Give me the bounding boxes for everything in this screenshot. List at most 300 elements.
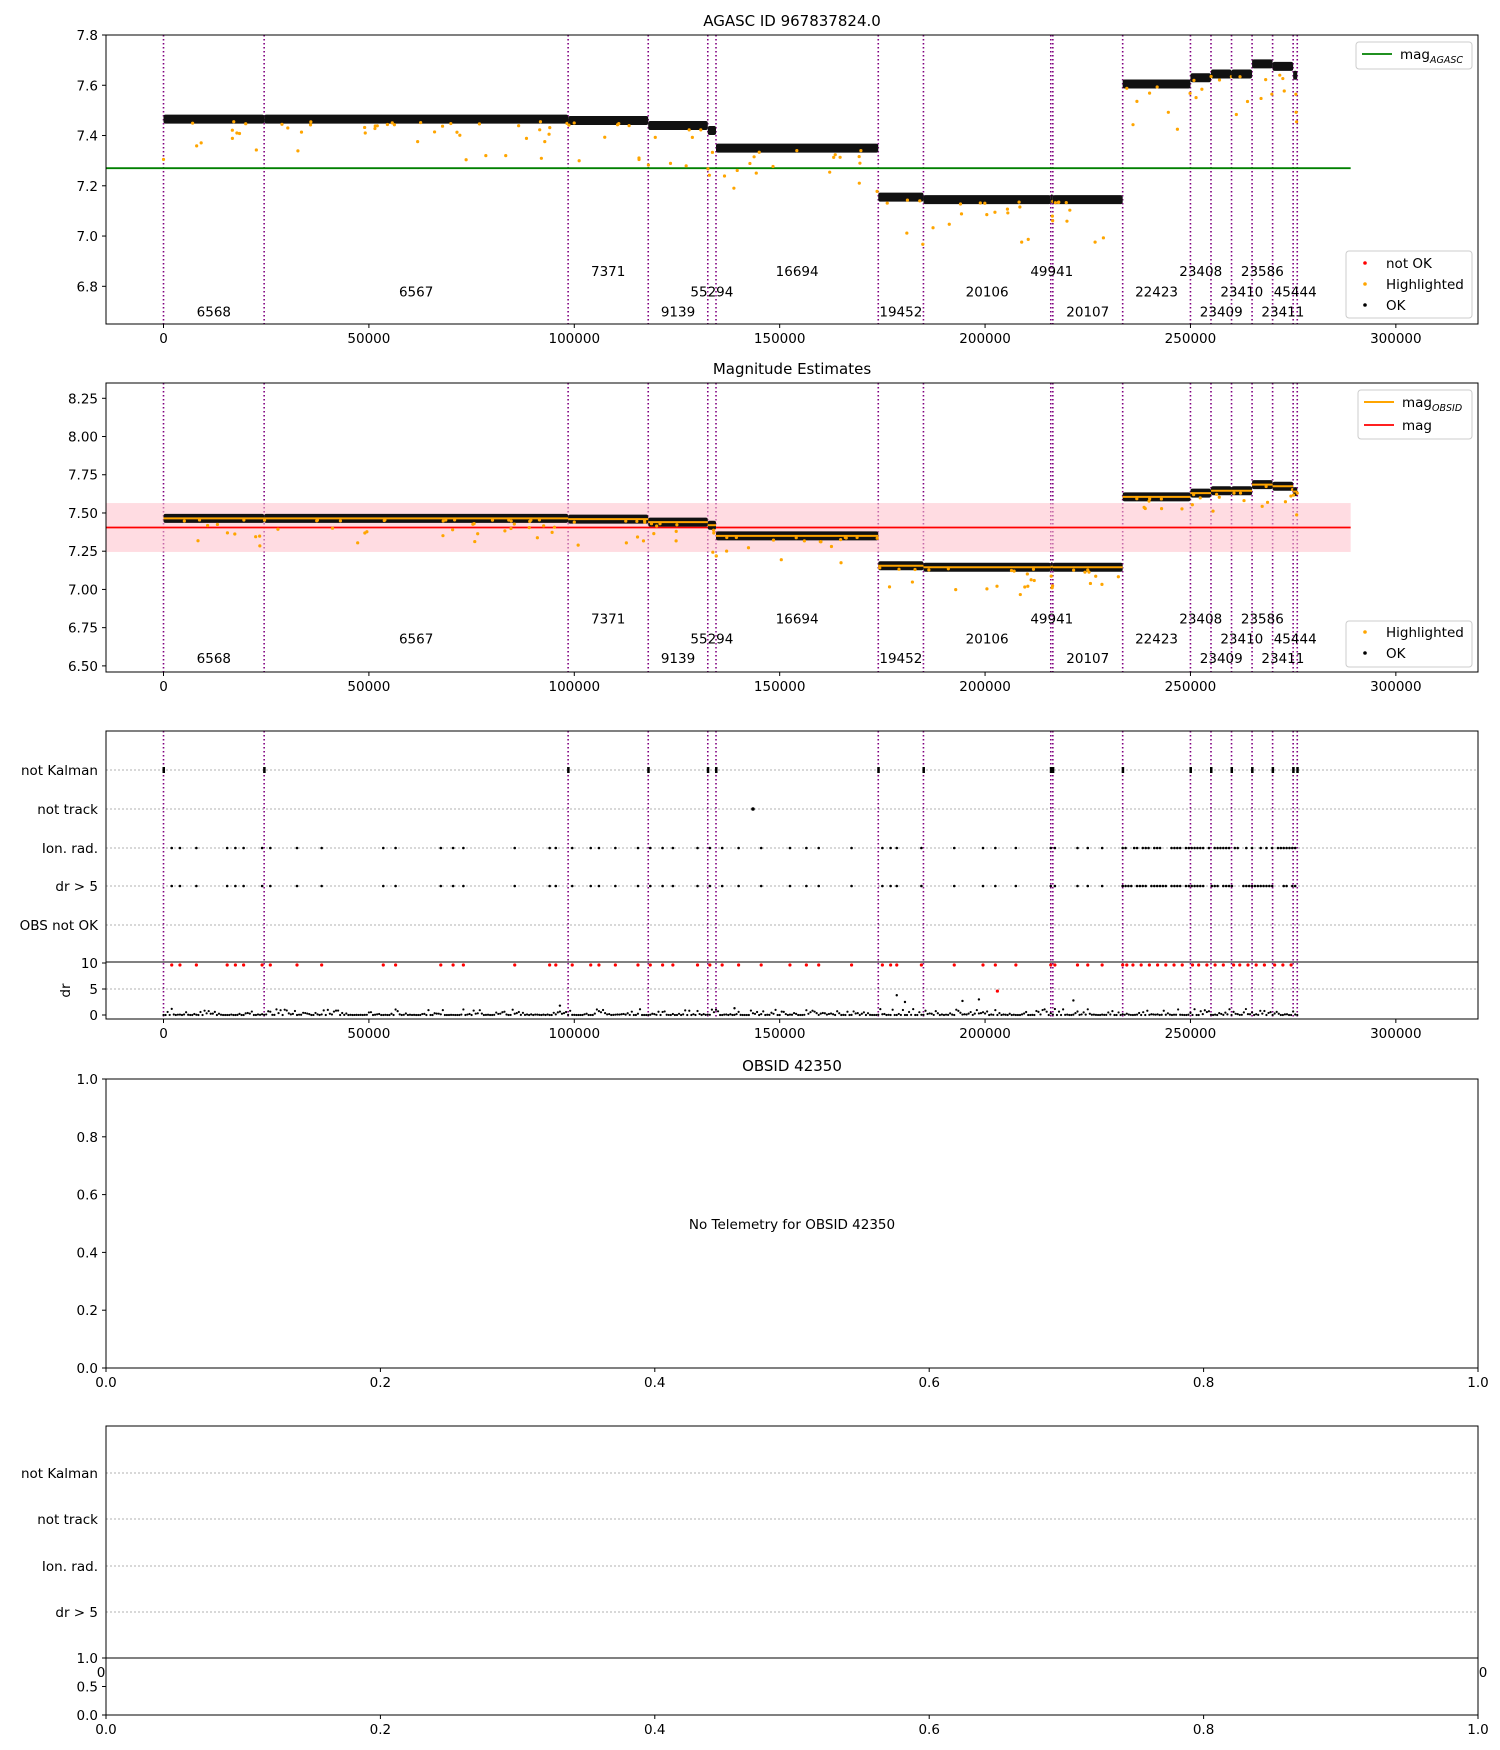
dr-ok-point [1224, 1011, 1226, 1013]
dr-not-ok-point [589, 963, 592, 966]
dr-gt-5-point [548, 885, 551, 888]
dr-not-ok-point [1125, 963, 1128, 966]
dr-ok-point [614, 1014, 616, 1016]
dr-ok-point [793, 1012, 795, 1014]
dr-ok-point [171, 1008, 173, 1010]
dr-ok-point [1243, 1011, 1245, 1013]
flag-category-label: not track [37, 802, 98, 818]
dr-ok-point [514, 1013, 516, 1015]
ion-rad-point [889, 847, 892, 850]
dr-ok-point [1169, 1014, 1171, 1016]
dr-ok-point [811, 1010, 813, 1012]
ion-rad-point [805, 847, 808, 850]
dr-y-tick-label: 0 [89, 1008, 98, 1024]
highlighted-point [1013, 569, 1016, 572]
dr-ok-point [1117, 1011, 1119, 1013]
dr-ok-point [643, 1014, 645, 1016]
dr-ok-point [889, 1014, 891, 1016]
highlighted-point [1086, 568, 1089, 571]
ion-rad-point [1124, 847, 1127, 850]
ion-rad-point [1265, 847, 1268, 850]
highlighted-point [258, 544, 261, 547]
dr-ok-point [1280, 1014, 1282, 1016]
highlighted-point [517, 124, 520, 127]
obsid-y-tick-label: 0.8 [76, 1129, 98, 1146]
dr-ok-point [240, 1014, 242, 1016]
ok-points-band [568, 116, 648, 125]
dr-ok-point [279, 1009, 281, 1011]
estimates-x-tick-label: 300000 [1370, 679, 1422, 695]
highlighted-point [1200, 88, 1203, 91]
highlighted-point [1094, 575, 1097, 578]
dr-not-ok-point [881, 963, 884, 966]
highlighted-point [553, 526, 556, 529]
dr-ok-point [323, 1009, 325, 1011]
highlighted-point [647, 163, 650, 166]
dr-gt-5-point [1216, 885, 1219, 888]
dr-ok-point [1023, 1012, 1025, 1014]
dr-ok-point [1193, 1008, 1195, 1010]
estimates-y-tick-label: 7.75 [67, 467, 98, 484]
dr-ok-point [672, 1013, 674, 1015]
dr-ok-point [534, 1013, 536, 1015]
dr-ok-point [312, 1014, 314, 1016]
ion-rad-point [760, 847, 763, 850]
dr-ok-point [505, 1013, 507, 1015]
dr-ok-point [464, 1014, 466, 1016]
not-track-point [751, 807, 755, 811]
dr-gt-5-point [1245, 885, 1248, 888]
dr-ok-point [516, 1012, 518, 1014]
ion-rad-point [1156, 847, 1159, 850]
not-kalman-point [1122, 767, 1125, 773]
dr-ok-point [353, 1014, 355, 1016]
dr-ok-point [676, 1014, 678, 1016]
dr-ok-point [327, 1009, 329, 1011]
ion-rad-point [1101, 847, 1104, 850]
dr-gt-5-point [1265, 885, 1268, 888]
highlighted-point [1188, 92, 1191, 95]
ion-rad-point [394, 847, 397, 850]
dr-ok-point [520, 1014, 522, 1016]
dr-ok-point [450, 1014, 452, 1016]
dr-ok-point [978, 1012, 980, 1014]
dr-ok-point [466, 1013, 468, 1015]
ion-rad-point [296, 847, 299, 850]
ion-rad-point [1225, 847, 1228, 850]
dr-ok-point [1183, 1014, 1185, 1016]
dr-gt-5-point [1294, 885, 1297, 888]
highlighted-point [543, 140, 546, 143]
dr-ok-point [179, 1013, 181, 1015]
dr-gt-5-point [1179, 885, 1182, 888]
dr-ok-point [957, 1010, 959, 1012]
dr-ok-point [1226, 1013, 1228, 1015]
dr-ok-point [754, 1013, 756, 1015]
ok-points-band [1053, 195, 1123, 204]
dr-gt-5-point [614, 885, 617, 888]
dr-ok-point [1025, 1011, 1027, 1013]
dr-ok-point [376, 1013, 378, 1015]
dr-gt-5-point [1228, 885, 1231, 888]
highlighted-point [625, 541, 628, 544]
not-kalman-point [1272, 767, 1275, 773]
highlighted-point [441, 125, 444, 128]
highlighted-point [206, 524, 209, 527]
dr-ok-point [1230, 1014, 1232, 1016]
highlighted-point [449, 122, 452, 125]
overlap-tick-label: 0 [96, 1665, 106, 1681]
dr-ok-point [853, 1010, 855, 1012]
dr-ok-point [438, 1013, 440, 1015]
ion-rad-point [1121, 847, 1124, 850]
dr-ok-point [440, 1013, 442, 1015]
dr-gt-5-point [1142, 885, 1145, 888]
highlighted-point [985, 213, 988, 216]
dr-ok-point [1015, 1014, 1017, 1016]
dr-ok-point [727, 1014, 729, 1016]
dr-gt-5-point [598, 885, 601, 888]
dr-not-ok-point [1197, 963, 1200, 966]
dr-ok-point [707, 1013, 709, 1015]
highlighted-point [465, 158, 468, 161]
highlighted-point [478, 122, 481, 125]
dr-ok-point [349, 1014, 351, 1016]
legend-mag-obsid-label: mag$_{OBSID}$ [1402, 395, 1463, 414]
ion-rad-point [1179, 847, 1182, 850]
dr-ok-point [641, 1014, 643, 1016]
dr-gt-5-point [589, 885, 592, 888]
dr-ok-point [1132, 1014, 1134, 1016]
not-kalman-point [1296, 767, 1299, 773]
ion-rad-point [1054, 847, 1057, 850]
highlighted-point [875, 190, 878, 193]
dr-ok-point [565, 1011, 567, 1013]
dr-ok-point [945, 1014, 947, 1016]
dr-ok-point [1159, 1014, 1161, 1016]
dr-ok-point [1286, 1013, 1288, 1015]
dr-ok-point [902, 1009, 904, 1011]
dr-ok-point [978, 998, 980, 1000]
dr-ok-point [1222, 1014, 1224, 1016]
dr-ok-point [528, 1014, 530, 1016]
obsid-label: 9139 [660, 304, 696, 321]
dr-ok-point [495, 1011, 497, 1013]
dr-ok-point [688, 1010, 690, 1012]
dr-ok-point [939, 1014, 941, 1016]
dr-ok-point [859, 1014, 861, 1016]
ion-rad-point [1282, 847, 1285, 850]
dr-ok-point [524, 1014, 526, 1016]
ion-rad-point [1196, 847, 1199, 850]
agasc-x-tick-label: 300000 [1370, 331, 1422, 347]
dr-ok-point [1200, 1010, 1202, 1012]
dr-ok-point [855, 1012, 857, 1014]
flags-x-tick-label: 150000 [753, 1026, 806, 1042]
obsid-label: 20107 [1066, 651, 1110, 668]
dr-ok-point [698, 1013, 700, 1015]
dr-not-ok-point [1214, 963, 1217, 966]
dr-not-ok-point [1164, 963, 1167, 966]
dr-ok-point [647, 1014, 649, 1016]
dr-gt-5-point [195, 885, 198, 888]
ion-rad-point [226, 847, 229, 850]
highlighted-point [888, 585, 891, 588]
obsid-label: 6568 [196, 651, 232, 668]
flag-category-label: OBS not OK [19, 918, 98, 934]
dr-not-ok-point [1232, 963, 1235, 966]
dr-ok-point [668, 1014, 670, 1016]
dr-ok-point [273, 1014, 275, 1016]
dr-ok-point [208, 1010, 210, 1012]
dr-ok-point [908, 1011, 910, 1013]
obsid-label: 7371 [590, 264, 626, 281]
highlighted-point [828, 171, 831, 174]
legend-label: Highlighted [1386, 625, 1464, 641]
highlighted-point [551, 531, 554, 534]
highlighted-point [364, 131, 367, 134]
dr-ok-point [557, 1011, 559, 1013]
dr-ok-point [1150, 1013, 1152, 1015]
dr-ok-point [916, 1014, 918, 1016]
dr-ok-point [575, 1014, 577, 1016]
ok-points-band [708, 126, 716, 135]
highlighted-point [476, 532, 479, 535]
highlighted-point [254, 535, 257, 538]
legend-label: OK [1386, 298, 1406, 314]
dr-ok-point [1037, 1011, 1039, 1013]
highlighted-point [473, 540, 476, 543]
obsid-label: 55294 [690, 631, 734, 648]
ion-rad-point [817, 847, 820, 850]
flag-category-label: not Kalman [20, 763, 98, 779]
estimates-y-tick-label: 7.50 [67, 505, 98, 522]
agasc-panel [77, 12, 1478, 347]
dr-ok-point [1011, 1014, 1013, 1016]
dr-not-ok-point [1273, 963, 1276, 966]
dr-ok-point [477, 1012, 479, 1014]
highlighted-point [162, 158, 165, 161]
highlighted-point [1261, 505, 1264, 508]
dr-ok-point [990, 1013, 992, 1015]
highlighted-point [539, 120, 542, 123]
dr-ok-point [670, 1014, 672, 1016]
dr-ok-point [427, 1009, 429, 1011]
dr-not-ok-point [1014, 963, 1017, 966]
dr-ok-point [1097, 1014, 1099, 1016]
dr-not-ok-point [554, 963, 557, 966]
dr-gt-5-point [1285, 885, 1288, 888]
dr-ok-point [341, 1012, 343, 1014]
dr-ok-point [972, 1014, 974, 1016]
highlighted-point [979, 201, 982, 204]
dr-ok-point [968, 1013, 970, 1015]
dr-ok-point [337, 1009, 339, 1011]
not-kalman-point [922, 767, 925, 773]
ion-rad-point [661, 847, 664, 850]
dr-not-ok-point [721, 963, 724, 966]
highlighted-point [795, 149, 798, 152]
dr-gt-5-point [1222, 885, 1225, 888]
dr-ok-point [922, 1014, 924, 1016]
dr-ok-point [711, 1009, 713, 1011]
dr-ok-point [335, 1010, 337, 1012]
dr-ok-point [1087, 1008, 1089, 1010]
ion-rad-point [1133, 847, 1136, 850]
highlighted-point [1023, 585, 1026, 588]
flag-category-label: not track [37, 1512, 98, 1528]
dr-ok-point [937, 1012, 939, 1014]
obsid-y-tick-label: 0.0 [76, 1361, 98, 1377]
dr-ok-point [493, 1014, 495, 1016]
dr-not-ok-point [170, 963, 173, 966]
dr-gt-5-point [1242, 885, 1245, 888]
dr-not-ok-point [452, 963, 455, 966]
highlighted-point [356, 541, 359, 544]
dr-ok-point [914, 1014, 916, 1016]
estimates-x-tick-label: 250000 [1164, 679, 1217, 695]
dr-gt-5-point [889, 885, 892, 888]
dr-ok-point [1058, 1011, 1060, 1013]
dr-ok-point [785, 1013, 787, 1015]
flag-category-label: dr > 5 [55, 1605, 98, 1621]
dr-ok-point [1046, 1011, 1048, 1013]
dr-ok-point [801, 1014, 803, 1016]
dr-ok-point [228, 1014, 230, 1016]
dr-not-ok-point [394, 963, 397, 966]
dr-gt-5-point [1213, 885, 1216, 888]
dr-gt-5-point [1150, 885, 1153, 888]
dr-ok-point [1072, 999, 1074, 1001]
dr-ok-point [976, 1009, 978, 1011]
dr-gt-5-point [179, 885, 182, 888]
dr-gt-5-point [234, 885, 237, 888]
dr-ok-point [394, 1008, 396, 1010]
dr-ok-point [830, 1012, 832, 1014]
agasc-y-tick-label: 7.0 [76, 229, 98, 246]
dr-ok-point [1276, 1011, 1278, 1013]
highlighted-point [723, 174, 726, 177]
ion-rad-point [598, 847, 601, 850]
not-kalman-point [1210, 767, 1213, 773]
obsid-label: 23409 [1199, 651, 1243, 668]
dr-gt-5-point [242, 885, 245, 888]
agasc-y-tick-label: 7.2 [76, 178, 98, 195]
dr-ok-point [411, 1014, 413, 1016]
obsid-x-tick-label: 0.8 [1192, 1375, 1215, 1391]
dr-ok-point [561, 1013, 563, 1015]
estimates-x-tick-label: 150000 [753, 679, 806, 695]
ion-rad-point [696, 847, 699, 850]
dr-ok-point [746, 1014, 748, 1016]
dr-ok-point [929, 1012, 931, 1014]
dr-axis-label: dr [58, 983, 74, 998]
highlighted-point [636, 535, 639, 538]
dr-ok-point [581, 1014, 583, 1016]
dr-ok-point [894, 1014, 896, 1016]
flags-x-tick-label: 300000 [1370, 1026, 1422, 1042]
dr-not-ok-point [462, 963, 465, 966]
dr-gt-5-point [261, 885, 264, 888]
dr-ok-point [201, 1014, 203, 1016]
flags-x-tick-label: 0 [159, 1026, 168, 1042]
obsid-label: 49941 [1030, 611, 1074, 628]
highlighted-point [578, 159, 581, 162]
highlighted-point [200, 141, 203, 144]
dr-ok-point [1111, 1010, 1113, 1012]
dr-ok-point [826, 1013, 828, 1015]
dr-ok-point [896, 994, 898, 996]
estimates-x-tick-label: 0 [159, 679, 168, 695]
highlighted-point [1295, 513, 1298, 516]
dr-ok-point [996, 1014, 998, 1016]
ion-rad-point [1176, 847, 1179, 850]
dr-not-ok-point [439, 963, 442, 966]
dr-ok-point [212, 1013, 214, 1015]
dr-ok-point [627, 1012, 629, 1014]
dr-ok-point [1173, 1014, 1175, 1016]
agasc-x-tick-label: 100000 [548, 331, 601, 347]
dr-ok-point [333, 1010, 335, 1012]
dr-ok-point [563, 1012, 565, 1014]
dr-ok-point [1144, 1014, 1146, 1016]
ion-rad-point [1251, 847, 1254, 850]
ion-rad-point [1234, 847, 1237, 850]
dr-ok-point [360, 1014, 362, 1016]
ion-rad-point [850, 847, 853, 850]
dr-ok-point [881, 1013, 883, 1015]
dr-not-ok-point [1255, 963, 1258, 966]
not-kalman-point [1231, 767, 1234, 773]
dr-ok-point [674, 1014, 676, 1016]
dr-ok-point [867, 1012, 869, 1014]
dr-ok-point [448, 1014, 450, 1016]
dr-ok-point [631, 1011, 633, 1013]
highlighted-point [675, 523, 678, 526]
estimates-x-tick-label: 100000 [548, 679, 601, 695]
dr-ok-point [314, 1012, 316, 1014]
dr-ok-point [608, 1013, 610, 1015]
dr-ok-point [536, 1014, 538, 1016]
dr-ok-point [403, 1014, 405, 1016]
dr-ok-point [421, 1013, 423, 1015]
dr-ok-point [261, 1013, 263, 1015]
highlighted-point [536, 536, 539, 539]
dr-gt-5-point [320, 885, 323, 888]
ion-rad-point [1076, 847, 1079, 850]
dr-ok-point [512, 1009, 514, 1011]
dr-ok-point [302, 1012, 304, 1014]
agasc-y-tick-label: 7.8 [76, 28, 98, 44]
highlighted-point [959, 202, 962, 205]
highlighted-point [675, 530, 678, 533]
dr-ok-point [216, 1014, 218, 1016]
dr-gt-5-point [649, 885, 652, 888]
dr-ok-point [249, 1013, 251, 1015]
ion-rad-point [1049, 847, 1052, 850]
dr-gt-5-point [709, 885, 712, 888]
ion-rad-point [513, 847, 516, 850]
dr-ok-point [462, 1008, 464, 1010]
dr-ok-point [522, 1012, 524, 1014]
dr-ok-point [1187, 1014, 1189, 1016]
dr-ok-point [538, 1014, 540, 1016]
dr-ok-point [358, 1014, 360, 1016]
dr-ok-point [703, 1013, 705, 1015]
dr-ok-point [569, 1010, 571, 1012]
highlighted-point [1051, 215, 1054, 218]
dr-ok-point [680, 1014, 682, 1016]
